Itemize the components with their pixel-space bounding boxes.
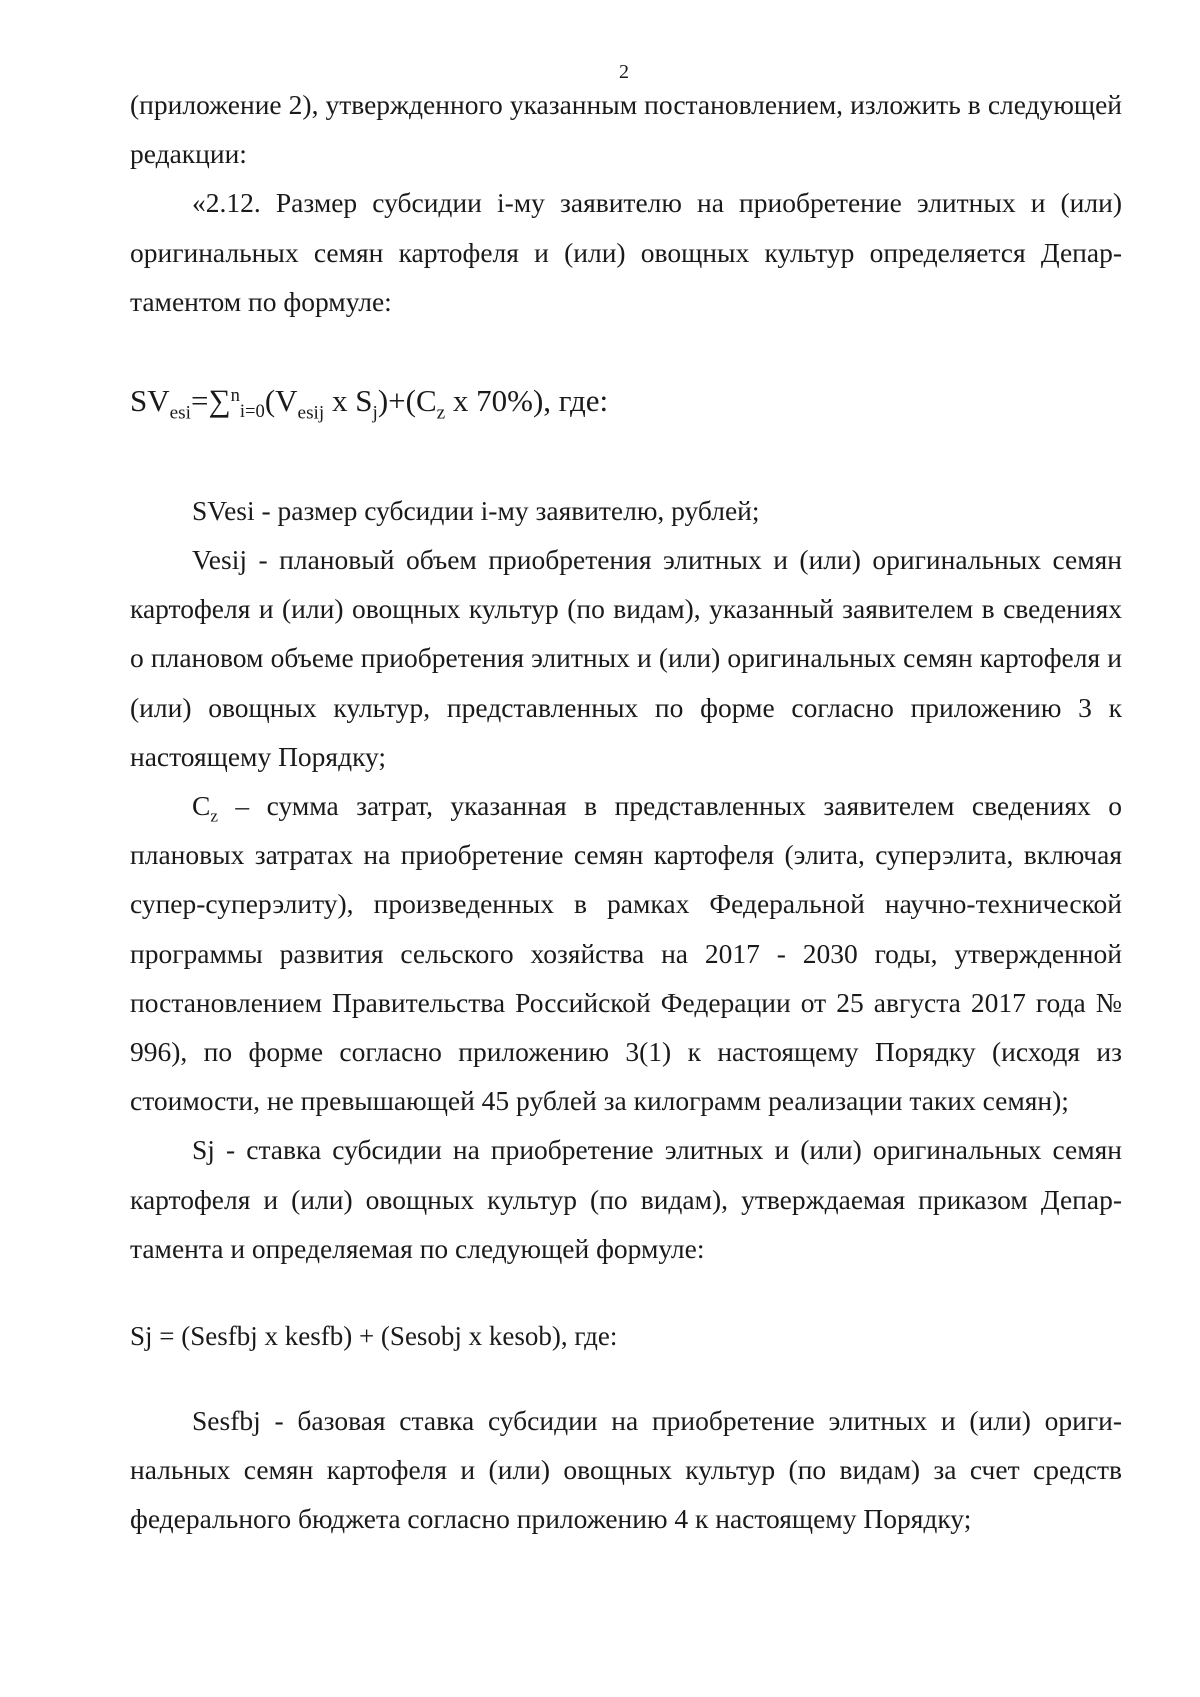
formula-sum-sup: n [230, 385, 240, 407]
formula-subsidy-size [130, 374, 1122, 434]
cz-symbol: C [192, 790, 211, 822]
formula-sv: SV [130, 383, 170, 419]
cz-definition-text: – сумма затрат, указанная в представленных заявителем сведениях о плановых затратах на приобретение семян картофеля (элита, суперэлита, включая супер-суперэлиту), произведенных в рамках Федеральной научно-технической программы развития сельского хозяйства на 2017 - 2030 годы, утвержденной постановлением Правительства Российской Федерации от 25 августа 2017 года № 996), по форме согласно приложению 3(1) к настоящему Порядку (исходя из стоимости, не превышающей 45 рублей за килограмм реализации таких семян); [130, 790, 1122, 1117]
paragraph-cz-definition [130, 781, 1122, 1125]
paragraph-vesij-definition: Vesij - плановый объем приобретения элитных и (или) оригинальных семян картофеля и (или) овощных культур (по видам), указанный заявителем в сведениях о плановом объеме приобретения элитных и (или) оригинальных семян картофеля и (или) овощных культур, представленных по форме согласно приложению 3 к настоящему Порядку; [130, 544, 1122, 772]
formula-sv-sub: esi [169, 402, 191, 424]
paragraph-2-12: «2.12. Размер субсидии i-му заявителю на приобретение элитных и (или) оригинальных семян картофеля и (или) овощных культур определяется Департаментом по формуле: [130, 187, 1122, 317]
formula-tail: x 70%), где: [445, 383, 609, 419]
formula-plus-c: )+(C [377, 383, 437, 419]
formula-eq-sum: =∑ [190, 383, 231, 419]
formula-c-sub: z [436, 402, 446, 424]
paragraph-svesi-definition: SVesi - размер субсидии i-му заявителю, рублей; [192, 494, 760, 526]
formula-open-v: (V [264, 383, 298, 419]
formula-v-sub: esij [297, 402, 325, 424]
formula-sum-sub: i=0 [239, 400, 265, 422]
document-body [130, 80, 1122, 1544]
formula-subsidy-rate: Sj = (Sesfbj x kesfb) + (Sesobj x kesob), где: [130, 1321, 618, 1352]
page-number: 2 [619, 61, 629, 83]
paragraph-sesfbj-definition: Sesfbj - базовая ставка субсидии на приобретение элитных и (или) оригинальных семян картофеля и (или) овощных культур (по видам) за счет средств федерального бюджета согласно приложению 4 к настоящему Порядку; [130, 1405, 1122, 1535]
paragraph-sj-definition: Sj - ставка субсидии на приобретение элитных и (или) оригинальных семян картофеля и (или) овощных культур (по видам), утверждаемая приказом Департамента и определяемая по следующей формуле: [130, 1134, 1122, 1264]
formula-s-sub: j [372, 402, 378, 424]
paragraph-intro: (приложение 2), утвержденного указанным постановлением, изложить в следующей редакции: [130, 89, 1122, 170]
formula-x-s: x S [324, 383, 373, 419]
cz-symbol-sub: z [210, 806, 218, 826]
